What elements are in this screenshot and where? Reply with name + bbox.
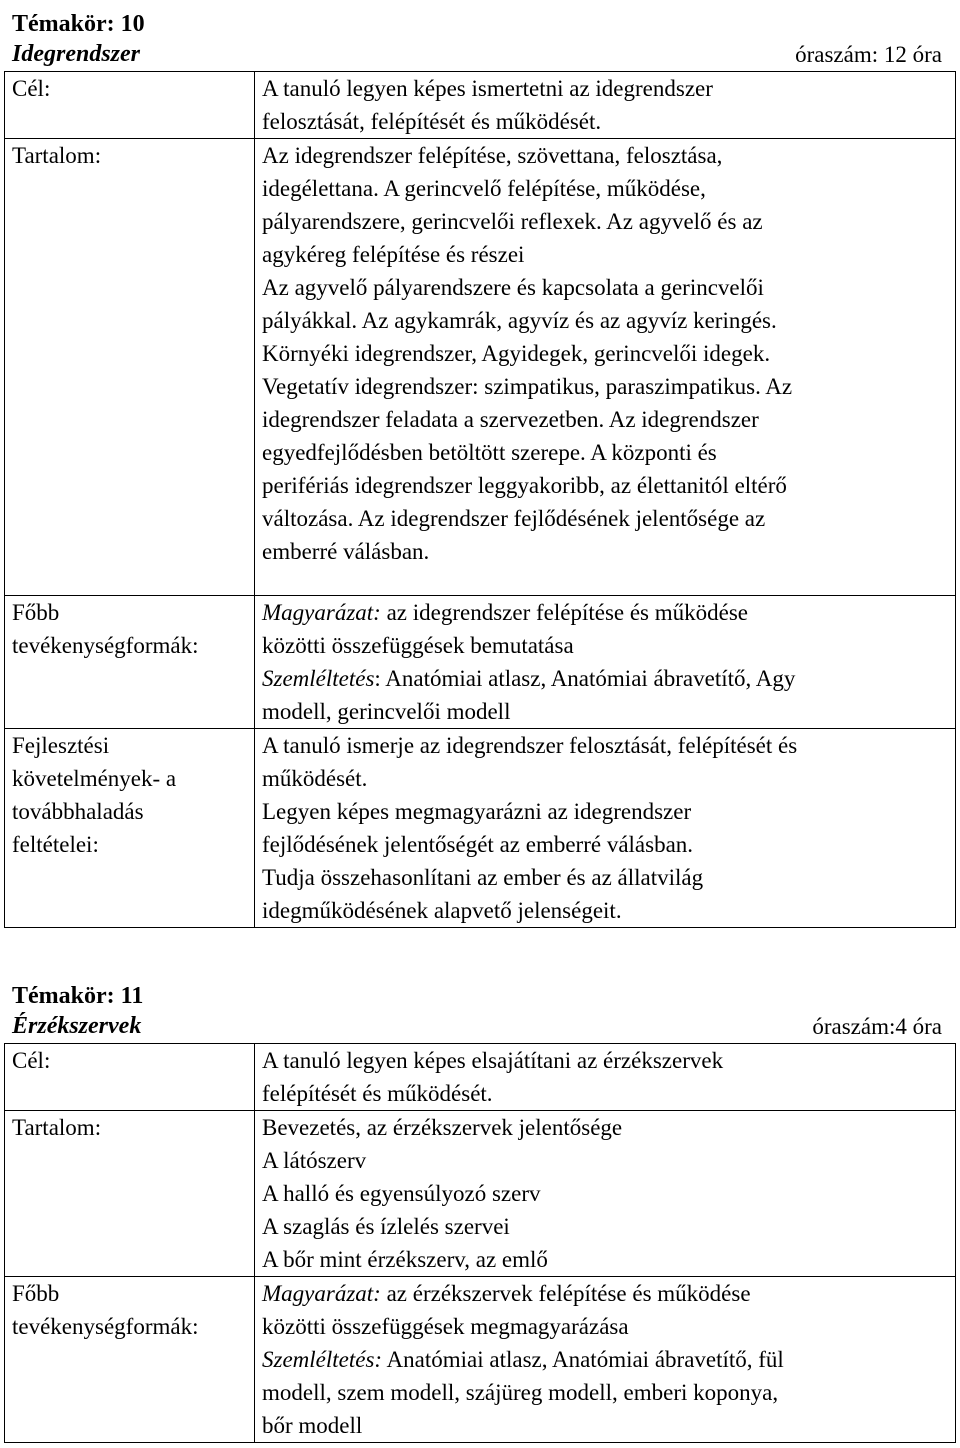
content-line: emberré válásban. — [262, 539, 430, 564]
demonstration-line: modell, szem modell, szájüreg modell, emberi koponya, — [262, 1380, 779, 1405]
demonstration-label: Szemléltetés — [262, 666, 375, 691]
content-line: egyedfejlődésben betöltött szerepe. A központi és — [262, 440, 717, 465]
content-line: pályarendszere, gerincvelői reflexek. Az agyvelő és az — [262, 209, 763, 234]
content-line: A látószerv — [262, 1148, 367, 1173]
requirements-line: idegműködésének alapvető jelenségeit. — [262, 898, 622, 923]
goal-line: felosztását, felépítését és működését. — [262, 109, 602, 134]
goal-text — [255, 1044, 956, 1111]
requirements-label — [5, 729, 255, 928]
requirements-line: fejlődésének jelentőségét az emberré válásban. — [262, 832, 694, 857]
activities-label — [5, 596, 255, 729]
content-line: pályákkal. Az agykamrák, agyvíz és az agyvíz keringés. — [262, 308, 777, 333]
content-line: perifériás idegrendszer leggyakoribb, az élettanitól eltérő — [262, 473, 787, 498]
demonstration-text: : Anatómiai atlasz, Anatómiai ábravetítő, Agy — [374, 666, 796, 691]
goal-text — [255, 72, 956, 139]
topic-10-table — [4, 71, 956, 928]
topic-10-heading: Témakör: 10 — [12, 11, 145, 37]
content-label: Tartalom: — [5, 1111, 255, 1277]
demonstration-text: Anatómiai atlasz, Anatómiai ábravetítő, fül — [382, 1347, 784, 1372]
goal-row — [5, 1044, 956, 1111]
content-row — [5, 139, 956, 596]
topic-11-title: Érzékszervek — [12, 1013, 142, 1039]
goal-line: A tanuló legyen képes ismertetni az idegrendszer — [262, 76, 713, 101]
explanation-line — [262, 596, 949, 629]
content-line: A bőr mint érzékszerv, az emlő — [262, 1247, 548, 1272]
requirements-label-line: továbbhaladás — [12, 799, 144, 824]
requirements-text — [255, 729, 956, 928]
explanation-label: Magyarázat: — [262, 1281, 381, 1306]
content-line: idegélettana. A gerincvelő felépítése, működése, — [262, 176, 706, 201]
goal-line: felépítését és működését. — [262, 1081, 493, 1106]
explanation-label: Magyarázat: — [262, 600, 381, 625]
activities-text — [255, 1277, 956, 1443]
topic-10-title: Idegrendszer — [12, 41, 141, 67]
demonstration-line: bőr modell — [262, 1413, 363, 1438]
explanation-text: az idegrendszer felépítése és működése — [380, 600, 749, 625]
goal-label: Cél: — [5, 1044, 255, 1111]
requirements-line: Tudja összehasonlítani az ember és az állatvilág — [262, 865, 704, 890]
requirements-label-line: követelmények- a — [12, 766, 177, 791]
content-label: Tartalom: — [5, 139, 255, 596]
content-line: agykéreg felépítése és részei — [262, 242, 525, 267]
topic-10-section — [4, 5, 956, 928]
requirements-line: működését. — [262, 766, 368, 791]
content-line: Vegetatív idegrendszer: szimpatikus, paraszimpatikus. Az — [262, 374, 793, 399]
explanation-line: közötti összefüggések megmagyarázása — [262, 1314, 629, 1339]
requirements-label-line: Fejlesztési — [12, 733, 110, 758]
topic-11-table — [4, 1043, 956, 1443]
content-line: Környéki idegrendszer, Agyidegek, gerincvelői idegek. — [262, 341, 771, 366]
demonstration-line — [262, 662, 949, 695]
activities-label-line: tevékenységformák: — [12, 1314, 199, 1339]
activities-row — [5, 596, 956, 729]
explanation-line — [262, 1277, 949, 1310]
goal-line: A tanuló legyen képes elsajátítani az érzékszervek — [262, 1048, 724, 1073]
topic-11-section — [4, 977, 956, 1443]
goal-row — [5, 72, 956, 139]
topic-10-hours: óraszám: 12 óra — [795, 42, 942, 67]
activities-row — [5, 1277, 956, 1443]
topic-11-hours: óraszám:4 óra — [812, 1014, 942, 1039]
activities-label-line: tevékenységformák: — [12, 633, 199, 658]
activities-label — [5, 1277, 255, 1443]
content-line: Az idegrendszer felépítése, szövettana, felosztása, — [262, 143, 723, 168]
content-line: idegrendszer feladata a szervezetben. Az idegrendszer — [262, 407, 759, 432]
activities-text — [255, 596, 956, 729]
content-line: A szaglás és ízlelés szervei — [262, 1214, 510, 1239]
requirements-line: A tanuló ismerje az idegrendszer felosztását, felépítését és — [262, 733, 798, 758]
content-line: Bevezetés, az érzékszervek jelentősége — [262, 1115, 623, 1140]
content-line: Az agyvelő pályarendszere és kapcsolata a gerincvelői — [262, 275, 764, 300]
demonstration-line — [262, 1343, 949, 1376]
demonstration-line: modell, gerincvelői modell — [262, 699, 511, 724]
requirements-line: Legyen képes megmagyarázni az idegrendszer — [262, 799, 692, 824]
content-line: A halló és egyensúlyozó szerv — [262, 1181, 541, 1206]
requirements-row — [5, 729, 956, 928]
content-text — [255, 1111, 956, 1277]
topic-11-heading: Témakör: 11 — [12, 983, 144, 1009]
activities-label-line: Főbb — [12, 1281, 60, 1306]
demonstration-label: Szemléltetés: — [262, 1347, 383, 1372]
content-row — [5, 1111, 956, 1277]
requirements-label-line: feltételei: — [12, 832, 99, 857]
content-text — [255, 139, 956, 596]
activities-label-line: Főbb — [12, 600, 60, 625]
explanation-line: közötti összefüggések bemutatása — [262, 633, 574, 658]
goal-label: Cél: — [5, 72, 255, 139]
content-line: változása. Az idegrendszer fejlődésének jelentősége az — [262, 506, 766, 531]
explanation-text: az érzékszervek felépítése és működése — [380, 1281, 751, 1306]
